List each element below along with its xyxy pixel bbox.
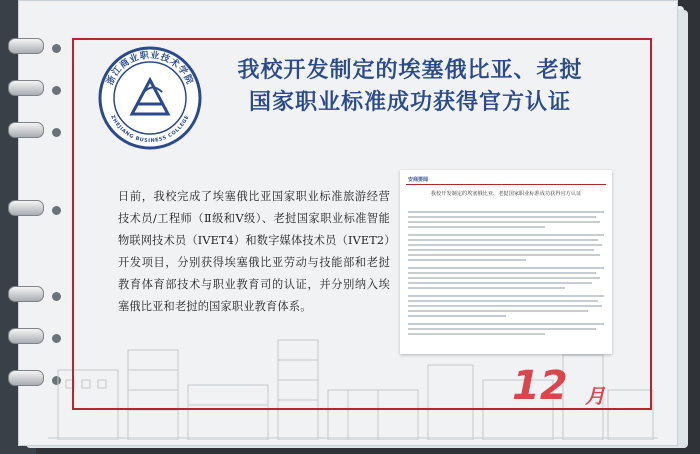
doc-header-rule [406, 184, 606, 185]
punch-hole [52, 86, 61, 95]
month-number: 12 [512, 363, 568, 409]
punch-hole [52, 44, 61, 53]
binder-ring [8, 328, 44, 344]
binder-ring [8, 286, 44, 302]
month-suffix: 月 [585, 384, 605, 408]
seal-ring-text: 浙江商业职业技术学院 [105, 50, 195, 87]
doc-headline: 我校开发制定的埃塞俄比亚、老挝国家职业标准成功获得官方认证 [430, 191, 582, 197]
binder-ring [8, 370, 44, 386]
binder-ring [8, 80, 44, 96]
binder-ring [8, 122, 44, 138]
punch-hole [52, 292, 61, 301]
title-line-1: 我校开发制定的埃塞俄比亚、老挝 [237, 57, 583, 83]
article-body: 日前，我校完成了埃塞俄比亚国家职业标准旅游经营技术员/工程师（Ⅱ级和Ⅴ级）、老挝国家职业标准智能物联网技术员（IVET4）和数字媒体技术员（IVET2）开发项目，分别获得埃塞俄比亚劳动与技能部和老挝教育体育部技术与职业教育司的认证，并分别纳入埃塞俄比亚和老挝的国家职业教育体系。 [118, 190, 390, 313]
title-line-2: 国家职业标准成功获得官方认证 [248, 89, 571, 115]
school-logo-icon [92, 40, 208, 156]
doc-body-lines [408, 208, 604, 338]
doc-section-label: 安商要闻 [408, 177, 429, 183]
seal-ring-text-en: ZHEJIANG BUSINESS COLLEGE [109, 114, 191, 145]
punch-hole [52, 128, 61, 137]
punch-hole [52, 206, 61, 215]
binder-ring [8, 38, 44, 54]
page-title [200, 54, 620, 118]
document-screenshot [400, 170, 612, 354]
binder-ring [8, 200, 44, 216]
